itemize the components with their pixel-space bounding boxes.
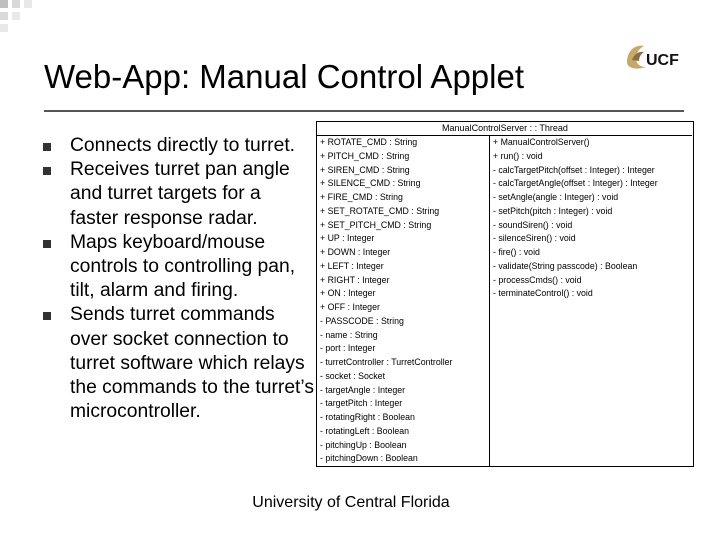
uml-attribute: + PITCH_CMD : String bbox=[320, 150, 410, 161]
uml-attribute: - port : Integer bbox=[320, 343, 376, 354]
bullet-marker bbox=[43, 167, 51, 175]
title-divider bbox=[44, 110, 684, 112]
uml-operation: + ManualControlServer() bbox=[493, 137, 590, 147]
corner-decoration bbox=[0, 0, 64, 44]
uml-operation: - silenceSiren() : void bbox=[493, 233, 576, 244]
uml-attribute: - name : String bbox=[320, 329, 378, 340]
uml-operation: - soundSiren() : void bbox=[493, 219, 573, 230]
uml-attribute: + FIRE_CMD : String bbox=[320, 192, 403, 202]
uml-attribute: + SIREN_CMD : String bbox=[320, 164, 410, 175]
uml-attribute: - PASSCODE : String bbox=[320, 315, 404, 326]
bullet-item: Connects directly to turret. bbox=[42, 134, 314, 158]
bullet-marker bbox=[43, 143, 51, 151]
uml-operation: - setAngle(angle : Integer) : void bbox=[493, 192, 619, 202]
logo-text: UCF bbox=[646, 52, 679, 69]
bullet-marker bbox=[43, 240, 51, 248]
uml-attribute: + SET_PITCH_CMD : String bbox=[320, 219, 432, 230]
uml-attribute: - rotatingRight : Boolean bbox=[320, 412, 415, 422]
uml-class-name: ManualControlServer : : Thread bbox=[442, 123, 568, 133]
uml-operation: - calcTargetPitch(offset : Integer) : Integer bbox=[493, 164, 655, 175]
ucf-logo bbox=[624, 40, 690, 74]
uml-operation: - setPitch(pitch : Integer) : void bbox=[493, 205, 613, 216]
slide-title: Web-App: Manual Control Applet bbox=[44, 58, 524, 95]
bullet-list bbox=[42, 134, 314, 424]
uml-attribute: + DOWN : Integer bbox=[320, 247, 391, 257]
uml-attribute: + UP : Integer bbox=[320, 233, 375, 244]
bullet-item: Receives turret pan angle and turret targets for a faster response radar. bbox=[42, 158, 314, 231]
uml-operations bbox=[490, 135, 692, 466]
bullet-item: Maps keyboard/mouse controls to controlling pan, tilt, alarm and firing. bbox=[42, 231, 314, 304]
uml-attribute: + SILENCE_CMD : String bbox=[320, 178, 421, 189]
uml-operation: - terminateControl() : void bbox=[493, 288, 593, 299]
uml-attribute: + RIGHT : Integer bbox=[320, 274, 390, 285]
uml-operation: - fire() : void bbox=[493, 247, 540, 257]
uml-class-diagram bbox=[316, 121, 694, 467]
uml-attribute: - turretController : TurretController bbox=[320, 357, 453, 367]
uml-operation: - calcTargetAngle(offset : Integer) : Integer bbox=[493, 178, 658, 189]
uml-attribute: - pitchingUp : Boolean bbox=[320, 439, 407, 450]
uml-attribute: + SET_ROTATE_CMD : String bbox=[320, 205, 440, 216]
uml-operation: + run() : void bbox=[493, 150, 543, 161]
uml-attribute: - rotatingLeft : Boolean bbox=[320, 425, 410, 436]
footer-institution: University of Central Florida bbox=[252, 494, 450, 511]
pegasus-icon bbox=[627, 46, 646, 69]
uml-attribute: - targetAngle : Integer bbox=[320, 384, 406, 395]
uml-operation: - validate(String passcode) : Boolean bbox=[493, 260, 638, 271]
bullet-marker bbox=[43, 312, 51, 320]
uml-attribute: + LEFT : Integer bbox=[320, 260, 384, 271]
uml-attribute: + ROTATE_CMD : String bbox=[320, 137, 418, 147]
uml-attribute: + ON : Integer bbox=[320, 288, 376, 299]
uml-attributes bbox=[317, 135, 490, 466]
uml-attribute: - socket : Socket bbox=[320, 370, 386, 381]
uml-attribute: - pitchingDown : Boolean bbox=[320, 453, 418, 464]
bullet-item: Sends turret commands over socket connection to turret software which relays the commands to the turret’s microcontroller. bbox=[42, 303, 314, 424]
uml-attribute: + OFF : Integer bbox=[320, 302, 380, 312]
uml-operation: - processCmds() : void bbox=[493, 274, 582, 285]
uml-attribute: - targetPitch : Integer bbox=[320, 398, 403, 409]
